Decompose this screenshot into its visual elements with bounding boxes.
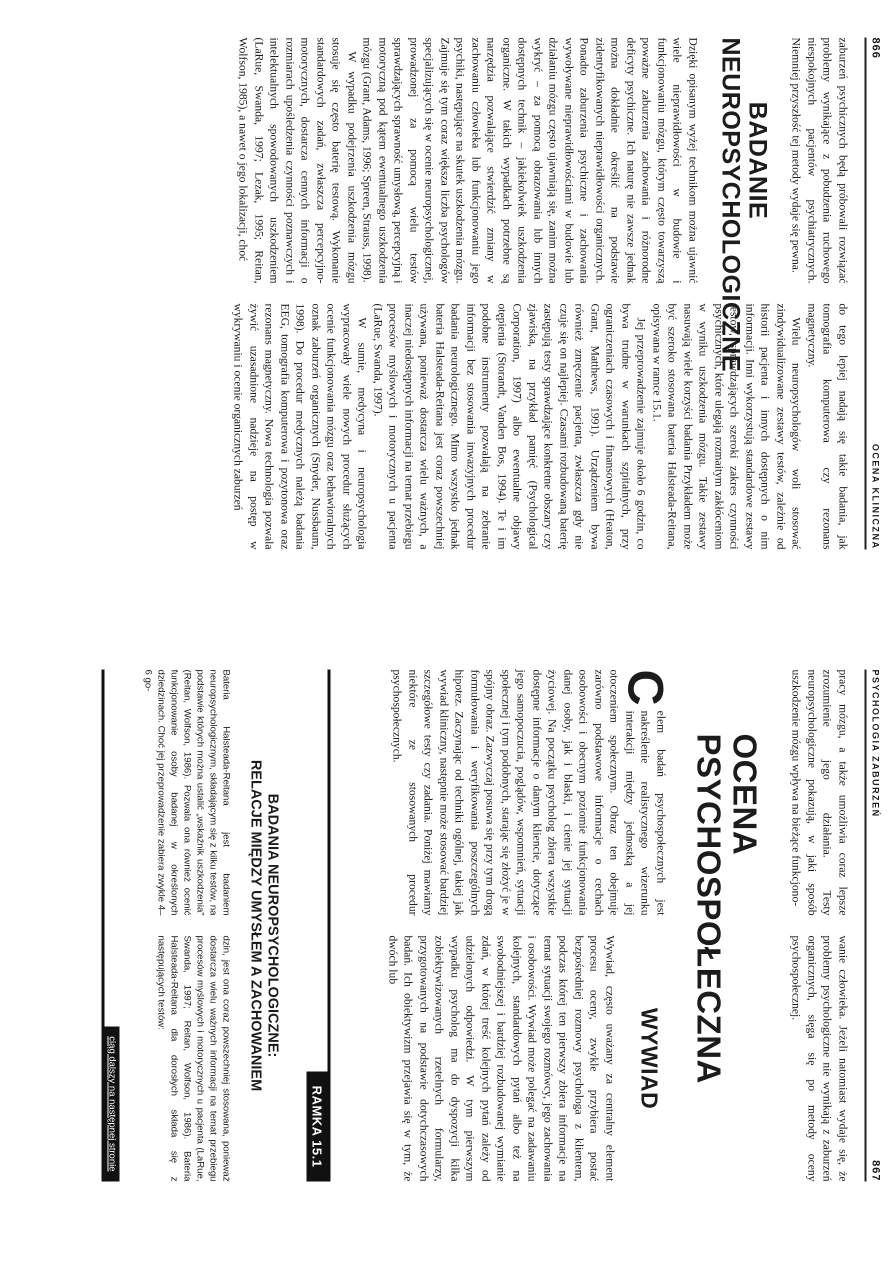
box-columns xyxy=(142,670,233,1182)
continued-note: ciąg dalszy na następnej stronie xyxy=(105,1026,120,1181)
paragraph: Wywiad, często uważany za centralny element procesu oceny, zwykle przybiera postać bezpośredniej rozmowy psychologa z klientem, podczas której ten pierwszy zbiera informacje na temat sytuacji swojego rozmówcy, jego zachowania i osobowości. Wywiad może polegać na zadawaniu kolejnych, standardowych pytań albo też na swobodniejszej i bardziej rozbudowanej wymianie zdań, w której treść kolejnych pytań zależy od udzielonych odpowiedzi. W tym pierwszym wypadku psycholog ma do dyspozycji kilka zobiektywizowanych rzetelnych formularzy, przygotowanych na podstawie dotychczasowych badań. Ich obiektywizm przejawia się w tym, że dwóch lub xyxy=(386,935,617,1182)
text-columns xyxy=(231,38,851,550)
box-paragraph: dzin, jest ona coraz powszechniej stosowana, ponieważ dostarcza wielu ważnych informacji na temat przebiegu procesów myślowych i motorycznych u pacjenta (LaRue, Swanda, 1997; Reitan, Wolfson, 1986). Bateria Halsteada-Reitana dla dorosłych składa się z następujących testów: xyxy=(156,935,232,1182)
running-head-title: PSYCHOLOGIA ZABURZEŃ xyxy=(870,669,881,818)
paragraph: W sumie, medycyna i neuropsychologia wypracowały wiele nowych procedur służących ocenie funkcjonowania mózgu oraz behawioralnych oznak zaburzeń organicznych (Snyder, Nussbaum, 1998). Do procedur medycznych należą badania EEG, tomografia komputerowa i pozytonowa oraz rezonans magnetyczny. Nowa technologia pozwala żywić uzasadnione nadzieje na postęp w wykrywaniu i ocenie organicznych zaburzeń xyxy=(232,303,369,550)
paragraph: pracy mózgu, a także umożliwia coraz lepsze zrozumienie jego działania. Testy neuropsychologiczne pokazują, w jaki sposób uszkodzenie mózgu wpływa na bieżące funkcjono- xyxy=(790,669,850,916)
page-866 xyxy=(15,0,888,594)
sidebar-box-15-1 xyxy=(102,670,331,1182)
section-heading-psychosocial: OCENA PSYCHOSPOŁECZNA xyxy=(690,733,764,1084)
column-2 xyxy=(385,936,669,1182)
paragraph: W wypadku podejrzenia uszkodzenia mózgu stosuje się często baterię testową. Wykonanie standardowych zadań, zwłaszcza percepcyjno-motorycznych, dostarcza cennych informacji o rozmiarach upośledzenia czynności poznawczych i intelektualnych spowodowanych uszkodzeniem (LaRue, Swanda, 1997; Lezak, 1995; Reitan, Wolfson, 1985), a nawet o jego lokalizacji, choć xyxy=(237,37,359,284)
text-columns xyxy=(385,669,674,1182)
running-header xyxy=(865,670,882,1182)
box-title: BADANIA NEUROPSYCHOLOGICZNE: RELACJE MIĘDZY UMYSŁEM A ZACHOWANIEM xyxy=(248,759,281,1092)
running-head-title: OCENA KLINICZNA xyxy=(870,443,881,550)
column-1 xyxy=(385,669,674,916)
paragraph: zaburzeń psychicznych będą próbowali rozwiązać problemy wynikające z pobudzenia ruchowego niespokojnych pacjentów psychiatrycznych. Niemniej przyszłość tej metody wydaje się pewna. xyxy=(790,37,850,284)
box-label: RAMKA 15.1 xyxy=(307,1072,328,1182)
page-number: 867 xyxy=(869,1160,882,1182)
paragraph: Wielu neuropsychologów woli stosować zindywidualizowane zestawy testów, zależnie od historii pacjenta i innych dostępnych o nim informacji. Inni wykorzystują standardowe zestawy testów, sprawdzających szeroki zakres czynności psychicznych, które ulegają rozmaitym zakłóceniom w wyniku uszkodzenia mózgu. Takie zestawy nasuwają wiele korzyści badania Przykładem może być szeroko stosowana bateria Halsteada-Reitana, opisywana w ramce 15.1. xyxy=(650,303,803,550)
paragraph: wanie człowieka. Jeżeli natomiast wydaje się, że problemy psychologiczne nie wynikają z zaburzeń organicznych, sięga się po metody oceny psychospołecznej. xyxy=(790,935,850,1182)
box-paragraph: Bateria Halsteada-Reitana jest badaniem neuropsychologicznym, składającym się z kilku testów, na podstawie których można ustalić „wskaźnik uszkodzenia” (Reitan, Wolfson, 1986). Pozwala ona również ocenić funkcjonowanie osoby badanej w określonych dziedzinach. Choć jej przeprowadzenie zabiera zwykle 4–6 go- xyxy=(143,669,232,916)
column-1 xyxy=(231,37,851,373)
paragraph: elem badań psychospołecznych jest nakreślenie realistycznego wizerunku interakcji między jednostką a jej otoczeniem społecznym. Obraz ten obejmuje zarówno podstawowe informacje o cechach osobowości i obecnym poziomie funkcjonowania danej osoby, jak i blaski, i cienie jej sytuacji życiowej. Na początku psycholog zbiera wszystkie dostępne informacje o danym kliencie, dotyczące jego samopoczucia, poglądów, wspomnień, sytuacji społecznej i tym podobnych, starając się złożyć je w spójny obraz. Zazwyczaj posuwa się przy tym drogą formułowania i weryfikowania poszczególnych hipotez. Zaczynając od techniki ogólnej, takiej jak wywiad kliniczny, następnie może stosować bardziej szczegółowe testy czy zadania. Poniżej mawiamy niektóre ze stosowanych procedur psychospołecznych. xyxy=(391,669,668,916)
intro-columns xyxy=(789,670,851,1182)
page-867 xyxy=(15,626,888,1226)
running-header xyxy=(865,38,882,550)
section-heading-neuropsychology: BADANIE NEUROPSYCHOLOGICZNE xyxy=(716,37,772,373)
page-number: 866 xyxy=(869,37,882,59)
paragraph: Jej przeprowadzenie zajmuje około 6 godzin, co bywa trudne w warunkach szpitalnych, przy ograniczeniach czasowych i finansowych (Heaton, Grant, Matthews, 1991). Urządzeniem bywa również zmęczenie pacjenta, zwłaszcza gdy nie czuje się on najlepiej. Czasami rozbudowaną baterię zastępują testy sprawdzające konkretne obszary czy zjawiska, na przykład pamięć (Psychological Corporation, 1997) albo ewentualne objawy otępienia (Storandt, Vanden Bos, 1994). Te i im podobne instrumenty pozwalają na zebranie informacji bez stosowania inwazyjnych procedur badania neurologicznego. Mimo wszystko jednak bateria Halsteada-Reitana jest coraz powszechniej używana, ponieważ dostarcza wielu ważnych, a inaczej niedostępnych informacji na temat przebiegu procesów myślowych i motorycznych u pacjenta (LaRue, Swanda, 1997). xyxy=(371,303,648,550)
column-2 xyxy=(231,304,851,550)
paragraph: Dzięki opisanym wyżej technikom można ujawnić wiele nieprawidłowości w budowie i funkcjonowaniu mózgu, którym często towarzyszą poważne zaburzenia zachowania i różnorodne deficyty psychiczne. Ich naturę nie zawsze jednak można dokładnie określić na podstawie zidentyfikowanych nieprawidłowości organicznych. Ponadto zaburzenia psychiczne i zachowania wywoływane nieprawidłowościami w budowie lub działaniu mózgu często ujawniają się, zanim można wykryć – za pomocą obrazowania lub innych dostępnych technik – jakiekolwiek uszkodzenia organiczne. W takich wypadkach potrzebne są narzędzia pozwalające stwierdzić zmiany w zachowaniu człowieka lub funkcjonowaniu jego psychiki, następujące na skutek uszkodzenia mózgu. Zajmuje się tym coraz większa liczba psychologów specjalizujących się w ocenie neuropsychologicznej, prowadzonej za pomocą wielu testów sprawdzających sprawność umysłową, percepcyjną i motoryczną pod kątem ewentualnego uszkodzenia mózgu (Grant, Adams, 1996; Spreen, Strauss, 1998). xyxy=(361,37,700,284)
subsection-heading-interview: WYWIAD xyxy=(636,1007,663,1110)
drop-cap: C xyxy=(617,669,674,706)
paragraph: do tego lepiej nadają się takie badania, jak tomografia komputerowa czy rezonans magnetyczny. xyxy=(805,303,850,550)
